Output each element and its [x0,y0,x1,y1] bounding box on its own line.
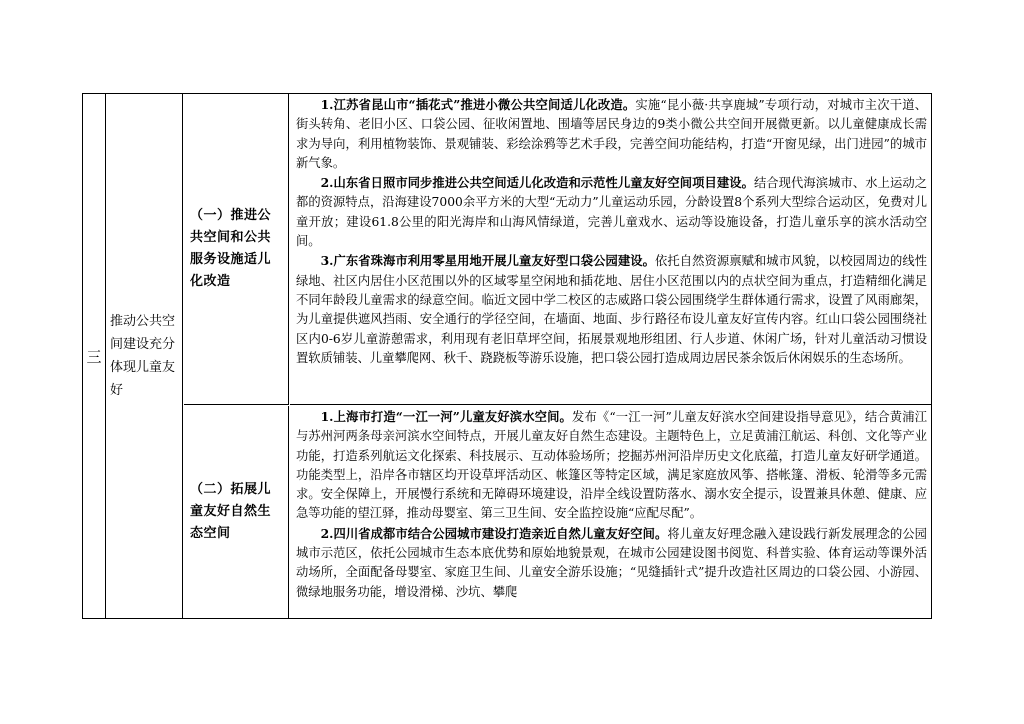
paragraph-text: 结合现代海滨城市、水上运动之都的资源特点，沿海建设7000余平方米的大型“无动力”儿童运动乐园，分龄设置8个系列大型综合运动区，免费对儿童开放；建设61.8公里的阳光海岸和山海风情绿道，完善儿童戏水、运动等设施设备，打造儿童乐享的滨水活动空间。 [296,176,927,249]
paragraph-text: 依托自然资源禀赋和城市风貌，以校园周边的线性绿地、社区内居住小区范围以外的区域零星空闲地和插花地、居住小区范围以内的点状空间为重点，打造精细化满足不同年龄段儿童需求的绿意空间。临近文园中学二校区的志威路口袋公园围绕学生群体通行需求，设置了风雨廊架，为儿童提供遮风挡雨、安全通行的学径空间，在墙面、地面、步行路径布设儿童友好宣传内容。红山口袋公园围绕社区内0-6岁儿童游憩需求，利用现有老旧草坪空间，拓展景观地形组团、行人步道、休闲广场，针对儿童活动习惯设置软质铺装、儿童攀爬网、秋千、跷跷板等游乐设施，把口袋公园打造成周边居民茶余饭后休闲娱乐的生态场所。 [296,254,927,365]
subheading-text: （二）拓展儿童友好自然生态空间 [190,482,272,541]
subheading-text: （一）推进公共空间和公共服务设施适儿化改造 [190,208,272,289]
content-cell [290,94,931,405]
paragraph-text: 将儿童友好理念融入建设践行新发展理念的公园城市示范区，依托公园城市生态本底优势和原始地貌景观，在城市公园建设图书阅览、科普实验、体育运动等课外活动场所，全面配备母婴室、家庭卫生间、儿童安全游乐设施；“见缝插针式”提升改造社区周边的口袋公园、小游园、微绿地服务功能，增设滑梯、沙坑、攀爬 [296,526,927,599]
paragraph [296,524,927,602]
paragraph [296,173,927,251]
paragraph-title: 2.四川省成都市结合公园城市建设打造亲近自然儿童友好空间。 [320,525,668,541]
row-number: 三 [83,94,106,618]
subheading-cell [184,94,289,405]
paragraph-title: 3.广东省珠海市利用零星用地开展儿童友好型口袋公园建设。 [320,253,656,269]
paragraph [296,95,927,173]
content-cell [290,406,931,618]
paragraph [296,407,927,524]
content-table [82,93,932,619]
paragraph-title: 1.江苏省昆山市“插花式”推进小微公共空间适儿化改造。 [320,97,636,112]
subheading-cell [184,406,289,618]
paragraph [296,251,927,368]
category-label: 推动公共空间建设充分体现儿童友好 [110,314,176,398]
paragraph-text: 发布《“一江一河”儿童友好滨水空间建设指导意见》，结合黄浦江与苏州河两条母亲河滨水空间特点，开展儿童友好自然生态建设。主题特色上，立足黄浦江航运、科创、文化等产业功能，打造系列航运文化探索、科技展示、互动体验场所；挖掘苏州河沿岸历史文化底蕴，打造儿童友好研学通道。功能类型上，沿岸各市辖区均开设草坪活动区、帐篷区等特定区域，满足家庭放风筝、搭帐篷、滑板、轮滑等多元需求。安全保障上，开展慢行系统和无障碍环境建设，沿岸全线设置防落水、溺水安全提示，设置兼具休憩、健康、应急等功能的望江驿，推动母婴室、第三卫生间、安全监控设施“应配尽配”。 [296,410,927,521]
category-cell [106,94,183,618]
paragraph-text: 实施“昆小薇·共享鹿城”专项行动，对城市主次干道、街头转角、老旧小区、口袋公园、征收闲置地、围墙等居民身边的9类小微公共空间开展微更新。以儿童健康成长需求为导向，利用植物装饰、景观铺装、彩绘涂鸦等艺术手段，完善空间功能结构，打造“开窗见绿，出门进园”的城市新气象。 [296,98,927,170]
paragraph-title: 2.山东省日照市同步推进公共空间适儿化改造和示范性儿童友好空间项目建设。 [320,175,754,191]
paragraph-title: 1.上海市打造“一江一河”儿童友好滨水空间。 [320,409,572,424]
